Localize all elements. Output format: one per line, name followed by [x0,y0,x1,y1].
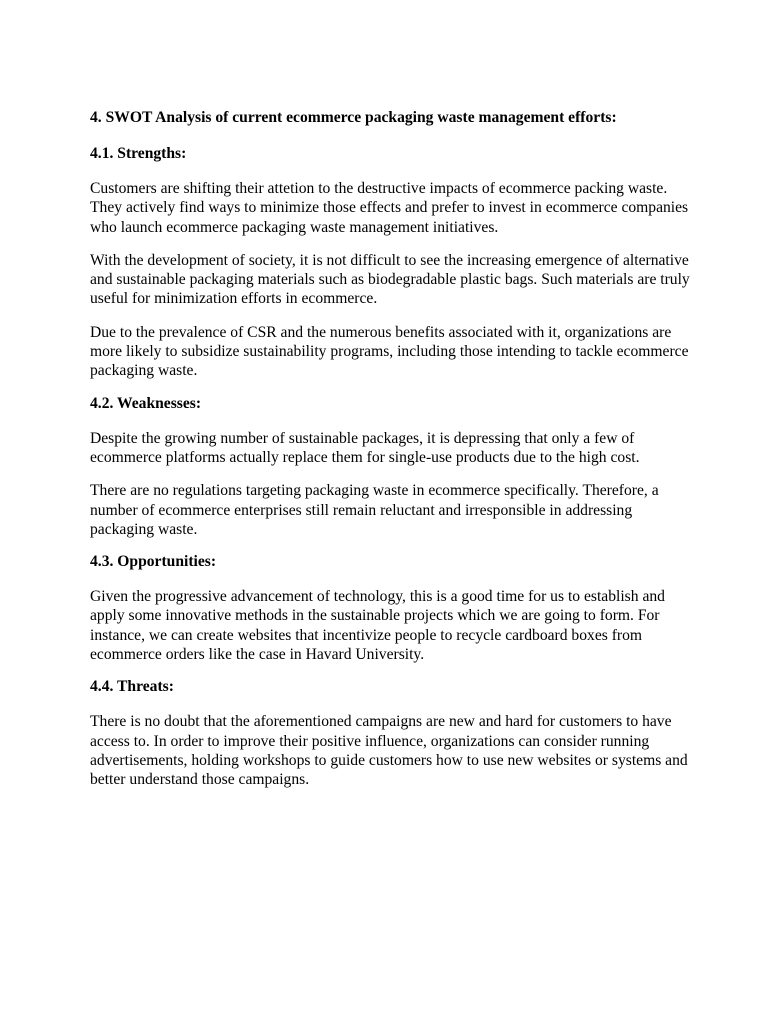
paragraph: There are no regulations targeting packaging waste in ecommerce specifically. Therefore, a number of ecommerce enterprises still remain reluctant and irresponsible in addressing packaging waste. [90,482,659,538]
section-threats [90,676,690,789]
section-heading-weaknesses: 4.2. Weaknesses: [90,394,202,412]
paragraph: Customers are shifting their attetion to the destructive impacts of ecommerce packing waste. They actively find ways to minimize those effects and prefer to invest in ecommerce companies who launch ecommerce packaging waste management initiatives. [90,180,689,236]
section-heading-threats: 4.4. Threats: [90,678,174,696]
section-opportunities [90,551,690,664]
document-page [90,107,690,802]
paragraph: Given the progressive advancement of technology, this is a good time for us to establish and apply some innovative methods in the sustainable projects which we are going to form. For instance, we can create websites that incentivize people to recycle cardboard boxes from ecommerce orders like the case in Havard University. [90,588,665,664]
section-heading-opportunities: 4.3. Opportunities: [90,553,217,571]
paragraph: There is no doubt that the aforementioned campaigns are new and hard for customers to have access to. In order to improve their positive influence, organizations can consider running advertisements, holding workshops to guide customers how to use new websites or systems and better understand those campaigns. [90,713,688,789]
section-weaknesses [90,393,690,539]
paragraph: Due to the prevalence of CSR and the numerous benefits associated with it, organizations are more likely to subsidize sustainability programs, including those intending to tackle ecommerce packaging waste. [90,323,689,380]
paragraph: Despite the growing number of sustainable packages, it is depressing that only a few of ecommerce platforms actually replace them for single-use products due to the high cost. [90,429,640,466]
section-heading-strengths: 4.1. Strengths: [90,145,187,162]
document-title: 4. SWOT Analysis of current ecommerce packaging waste management efforts: [90,109,617,126]
section-strengths [90,143,690,381]
paragraph: With the development of society, it is not difficult to see the increasing emergence of alternative and sustainable packaging materials such as biodegradable plastic bags. Such materials are truly useful for minimization efforts in ecommerce. [90,251,690,308]
